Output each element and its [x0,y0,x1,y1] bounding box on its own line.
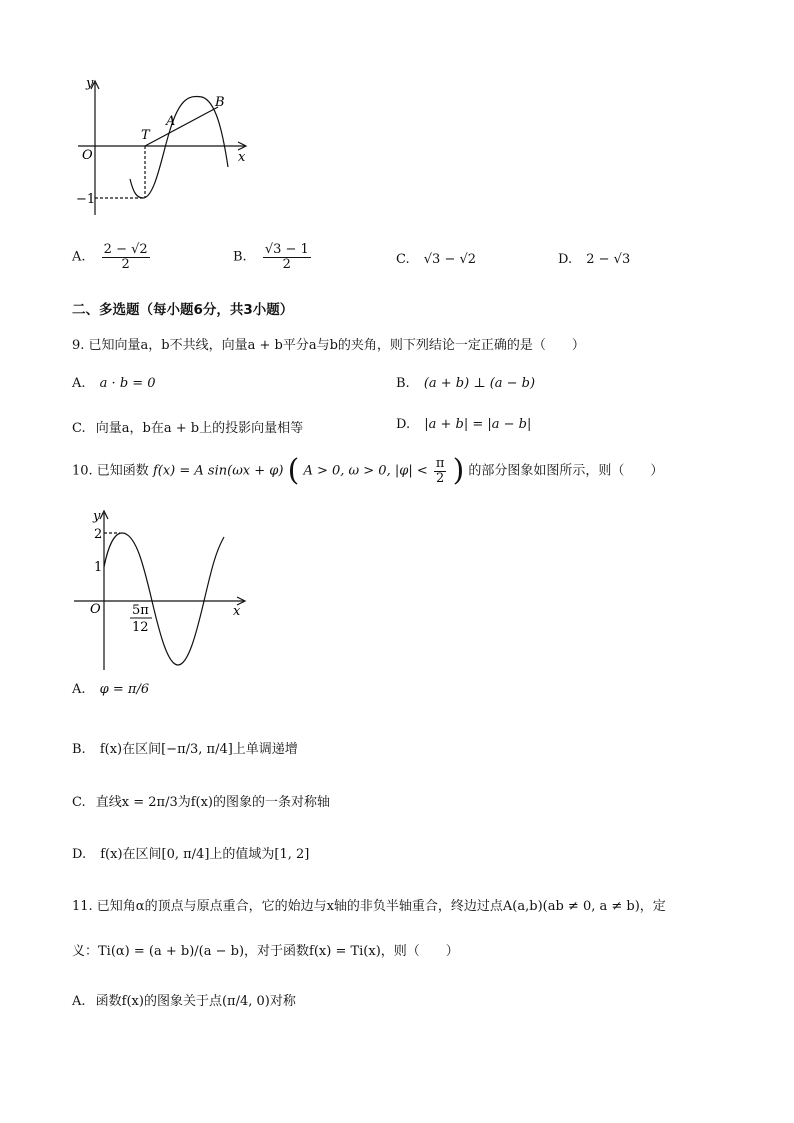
q8-option-a-num: 2 − √2 [103,242,148,257]
section-2-title: 二、多选题（每小题6分，共3小题） [72,302,294,318]
q8-graph [70,75,255,220]
q9-option-a-label: A. [72,376,86,391]
q10-option-c-text: 直线x = 2π/3为f(x)的图象的一条对称轴 [95,795,331,810]
q10-option-b-text: f(x)在区间[−π/3, π/4]上单调递增 [99,742,298,757]
q10-option-b[interactable] [72,738,298,757]
q11-line1: 11. 已知角α的顶点与原点重合，它的始边与x轴的非负半轴重合，终边过点A(a,b)(ab ≠ 0, a ≠ b)，定 [72,899,666,914]
q8-option-a[interactable] [72,243,152,271]
q10-option-c-label: C. [72,795,86,810]
q8-y-label: y [86,76,94,91]
q10-option-a-label: A. [72,682,86,697]
q8-option-a-label: A. [72,249,86,265]
q8-option-c[interactable] [396,252,476,267]
q10-option-c[interactable] [72,791,330,810]
q9-option-a-text: a · b = 0 [99,376,156,391]
q10-option-d[interactable] [72,843,309,862]
q8-point-T: T [141,128,150,143]
q10-paren-close: ) [452,453,465,488]
q9-option-d[interactable] [396,417,531,432]
q9-option-b-text: (a + b) ⊥ (a − b) [423,376,536,391]
q9-option-c-text: 向量a，b在a + b上的投影向量相等 [95,421,304,436]
q10-tick-num: 5π [132,603,149,618]
q10-option-d-label: D. [72,847,87,862]
q10-stem [72,453,664,488]
q8-option-d-text: 2 − √3 [586,252,631,267]
q9-option-b[interactable] [396,376,535,391]
q10-option-d-text: f(x)在区间[0, π/4]上的值域为[1, 2] [100,847,310,862]
q8-option-d[interactable] [558,252,630,267]
q9-option-c[interactable] [72,417,303,436]
q10-option-b-label: B. [72,742,86,757]
q8-line-TB [145,107,218,146]
q11-option-a[interactable] [72,990,296,1009]
q8-point-A: A [166,114,176,129]
q8-option-b[interactable] [233,243,313,271]
q8-option-d-label: D. [558,252,573,267]
q9-option-d-text: |a + b| = |a − b| [424,417,532,432]
q9-option-d-label: D. [396,417,411,432]
q11-line2: 义：Ti(α) = (a + b)/(a − b)，对于函数f(x) = Ti(x)，则（ ） [72,944,459,959]
q10-tick-2: 2 [94,527,103,542]
q10-option-a-text: φ = π/6 [99,682,150,697]
q8-x-label: x [238,150,246,165]
q8-option-b-num: √3 − 1 [264,242,309,257]
q10-origin: O [90,602,101,617]
q9-option-b-label: B. [396,376,410,391]
q10-y-label: y [93,509,101,524]
q10-paren-open: ( [287,453,300,488]
q8-origin: O [82,148,93,163]
q10-option-a[interactable] [72,682,149,697]
q8-option-b-label: B. [233,249,247,265]
q8-point-B: B [215,95,225,110]
q10-x-label: x [233,604,241,619]
q8-option-a-den: 2 [121,256,130,272]
q11-option-a-label: A. [72,994,86,1009]
q10-stem-suffix: 的部分图象如图所示，则（ ） [468,463,664,479]
q10-stem-cond: A > 0, ω > 0, |φ| < [303,463,428,479]
q10-stem-frac: $\frac{\pi}{2}$ [435,455,445,486]
q10-tick-den: 12 [132,620,149,635]
q9-option-c-label: C. [72,421,86,436]
q11-option-a-text: 函数f(x)的图象关于点(π/4, 0)对称 [95,994,296,1009]
q8-option-b-den: 2 [282,256,291,272]
q10-tick-1: 1 [94,560,103,575]
q8-tick-neg1: −1 [76,192,96,207]
q10-stem-func: f(x) = A sin(ωx + φ) [152,463,284,479]
q9-stem: 9. 已知向量a，b不共线，向量a + b平分a与b的夹角，则下列结论一定正确的是（ ） [72,338,585,353]
q10-stem-prefix: 10. 已知函数 [72,463,149,479]
q10-curve [104,533,224,665]
q10-graph [68,505,258,675]
q9-option-a[interactable] [72,376,156,391]
q8-option-c-label: C. [396,252,410,267]
q8-option-c-text: √3 − √2 [423,252,477,267]
